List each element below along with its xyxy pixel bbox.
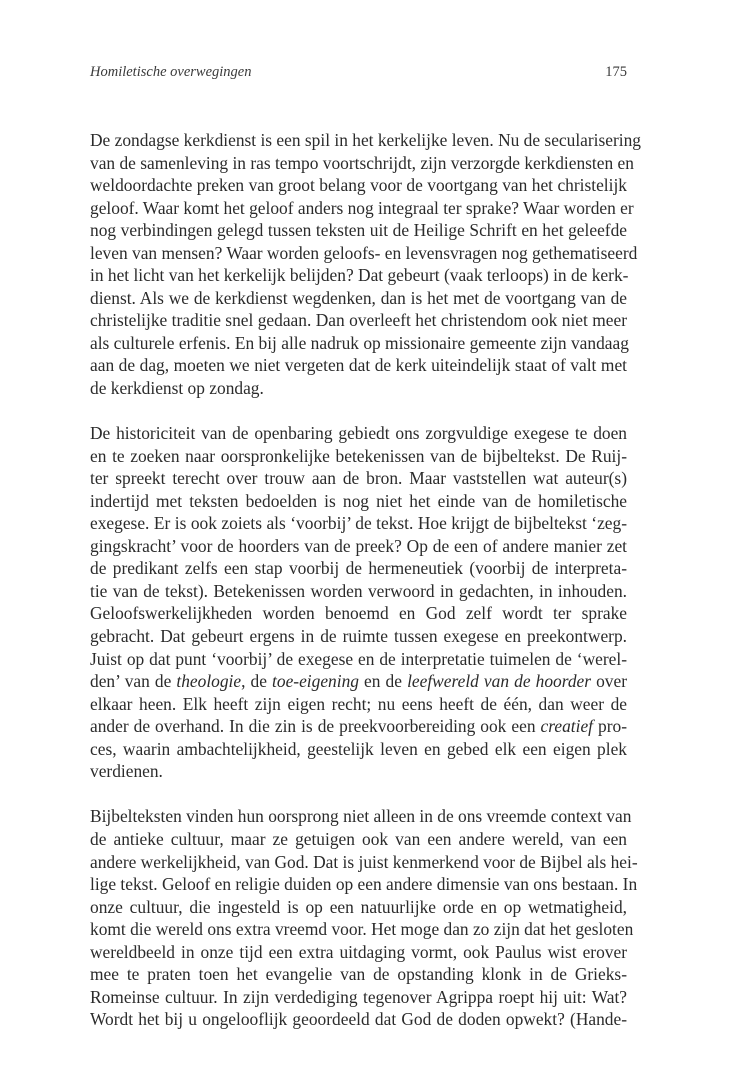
- line-text: van de samenleving in ras tempo voortschrijdt, zijn verzorgde kerkdiensten en: [90, 152, 634, 173]
- text-line: [90, 715, 627, 738]
- text-line: [90, 986, 627, 1009]
- text-line: [90, 490, 627, 513]
- line-text: De historiciteit van de openbaring gebiedt ons zorgvuldige exegese te doen: [90, 423, 627, 444]
- text-line: [90, 580, 627, 603]
- text-line: [90, 152, 634, 175]
- text-line: [90, 896, 627, 919]
- line-text: ces, waarin ambachtelijkheid, geestelijk leven en gebed elk een eigen plek: [90, 738, 627, 759]
- text-line: [90, 354, 627, 377]
- line-text: De zondagse kerkdienst is een spil in het kerkelijke leven. Nu de secularisering: [90, 130, 642, 150]
- text-line: [90, 828, 627, 851]
- line-text: lige tekst. Geloof en religie duiden op een andere dimensie van ons bestaan. In: [90, 874, 638, 895]
- text-line: [90, 535, 627, 558]
- italic-term: leefwereld van de hoorder: [407, 671, 592, 692]
- text-line: [90, 873, 638, 896]
- line-text: Geloofswerkelijkheden worden benoemd en God zelf wordt ter sprake: [90, 603, 627, 624]
- text-line: [90, 377, 627, 400]
- line-text: pro-: [593, 716, 627, 737]
- line-text: Juist op dat punt ‘voorbij’ de exegese en de interpretatie tuimelen de ‘werel-: [90, 648, 627, 669]
- line-text: komt die wereld ons extra vreemd voor. Het moge dan zo zijn dat het gesloten: [90, 919, 634, 940]
- line-text: christelijke traditie snel gedaan. Dan overleeft het christendom ook niet meer: [90, 310, 627, 331]
- line-text: indertijd met teksten bedoelden is nog niet het einde van de homiletische: [90, 490, 627, 511]
- text-line: [90, 445, 627, 468]
- running-title: Homiletische overwegingen: [90, 64, 252, 80]
- text-line: [90, 918, 634, 941]
- line-text: dienst. Als we de kerkdienst wegdenken, dan is het met de voortgang van de: [90, 287, 627, 308]
- text-line: [90, 941, 627, 964]
- line-text: leven van mensen? Waar worden geloofs- en levensvragen nog gethematiseerd: [90, 242, 638, 263]
- line-text: in het licht van het kerkelijk belijden? Dat gebeurt (vaak terloops) in de kerk-: [90, 265, 629, 286]
- text-line: [90, 467, 627, 490]
- text-line: [90, 422, 627, 445]
- text-line: [90, 287, 627, 310]
- text-line: [90, 670, 627, 693]
- line-text: onze cultuur, die ingesteld is op een natuurlijke orde en op wetmatigheid,: [90, 896, 627, 917]
- text-line: [90, 602, 627, 625]
- line-text: ter spreekt terecht over trouw aan de bron. Maar vaststellen wat auteur(s): [90, 468, 627, 489]
- italic-term: creatief: [540, 716, 594, 737]
- text-line: [90, 1008, 627, 1031]
- line-text: ander de overhand. In die zin is de preekvoorbereiding ook een: [90, 716, 541, 737]
- text-line: [90, 264, 627, 287]
- line-text: geloof. Waar komt het geloof anders nog integraal ter sprake? Waar worden er: [90, 197, 634, 218]
- page-number: 175: [605, 64, 627, 80]
- line-text: gingskracht’ voor de hoorders van de preek? Op de een of andere manier zet: [90, 535, 627, 556]
- line-text: wereldbeeld in onze tijd een extra uitdaging vormt, ook Paulus wist erover: [90, 941, 627, 962]
- italic-term: toe-eigening: [272, 671, 359, 692]
- line-text: als culturele erfenis. En bij alle nadruk op missionaire gemeente zijn vandaag: [90, 332, 629, 353]
- text-line: [90, 760, 627, 783]
- line-text: den’ van de: [90, 671, 177, 692]
- line-text: de predikant zelfs een stap voorbij de hermeneutiek (voorbij de interpreta-: [90, 558, 627, 579]
- line-text: andere werkelijkheid, van God. Dat is juist kenmerkend voor de Bijbel als hei-: [90, 851, 638, 872]
- running-head: [90, 64, 627, 84]
- text-line: [90, 309, 627, 332]
- line-text: en te zoeken naar oorspronkelijke betekenissen van de bijbeltekst. De Ruij-: [90, 445, 627, 466]
- body-text: [90, 129, 642, 1053]
- line-text: verdienen.: [90, 761, 163, 782]
- line-text: Romeinse cultuur. In zijn verdediging tegenover Agrippa roept hij uit: Wat?: [90, 986, 627, 1007]
- line-text: en de: [358, 671, 408, 692]
- paragraph: [90, 129, 642, 400]
- line-text: elkaar heen. Elk heeft zijn eigen recht; nu eens heeft de één, dan weer de: [90, 693, 627, 714]
- text-line: [90, 129, 642, 152]
- line-text: over: [591, 671, 627, 692]
- text-line: [90, 625, 627, 648]
- line-text: tie van de tekst). Betekenissen worden verwoord in gedachten, in inhouden.: [90, 580, 627, 601]
- line-text: Bijbelteksten vinden hun oorsprong niet alleen in de ons vreemde context van: [90, 806, 632, 827]
- text-line: [90, 332, 627, 355]
- text-line: [90, 805, 632, 828]
- line-text: nog verbindingen gelegd tussen teksten uit de Heilige Schrift en het geleefde: [90, 220, 627, 241]
- text-line: [90, 851, 638, 874]
- line-text: mee te praten toen het evangelie van de opstanding klonk in de Grieks-: [90, 964, 627, 985]
- text-line: [90, 738, 627, 761]
- text-line: [90, 512, 627, 535]
- paragraph: [90, 422, 627, 783]
- line-text: weldoordachte preken van groot belang voor de voortgang van het christelijk: [90, 175, 627, 196]
- line-text: gebracht. Dat gebeurt ergens in de ruimte tussen exegese en preekontwerp.: [90, 626, 627, 647]
- text-line: [90, 242, 638, 265]
- line-text: exegese. Er is ook zoiets als ‘voorbij’ de tekst. Hoe krijgt de bijbeltekst ‘zeg-: [90, 513, 627, 534]
- text-line: [90, 557, 627, 580]
- text-line: [90, 693, 627, 716]
- text-line: [90, 197, 634, 220]
- text-line: [90, 963, 627, 986]
- text-line: [90, 174, 627, 197]
- line-text: de antieke cultuur, maar ze getuigen ook van een andere wereld, van een: [90, 828, 627, 849]
- line-text: Wordt het bij u ongelooflijk geoordeeld dat God de doden opwekt? (Hande-: [90, 1009, 627, 1030]
- line-text: , de: [241, 671, 273, 692]
- text-line: [90, 648, 627, 671]
- line-text: de kerkdienst op zondag.: [90, 378, 264, 399]
- line-text: aan de dag, moeten we niet vergeten dat de kerk uiteindelijk staat of valt met: [90, 355, 627, 376]
- text-line: [90, 219, 627, 242]
- paragraph: [90, 805, 638, 1030]
- italic-term: theologie: [176, 671, 242, 692]
